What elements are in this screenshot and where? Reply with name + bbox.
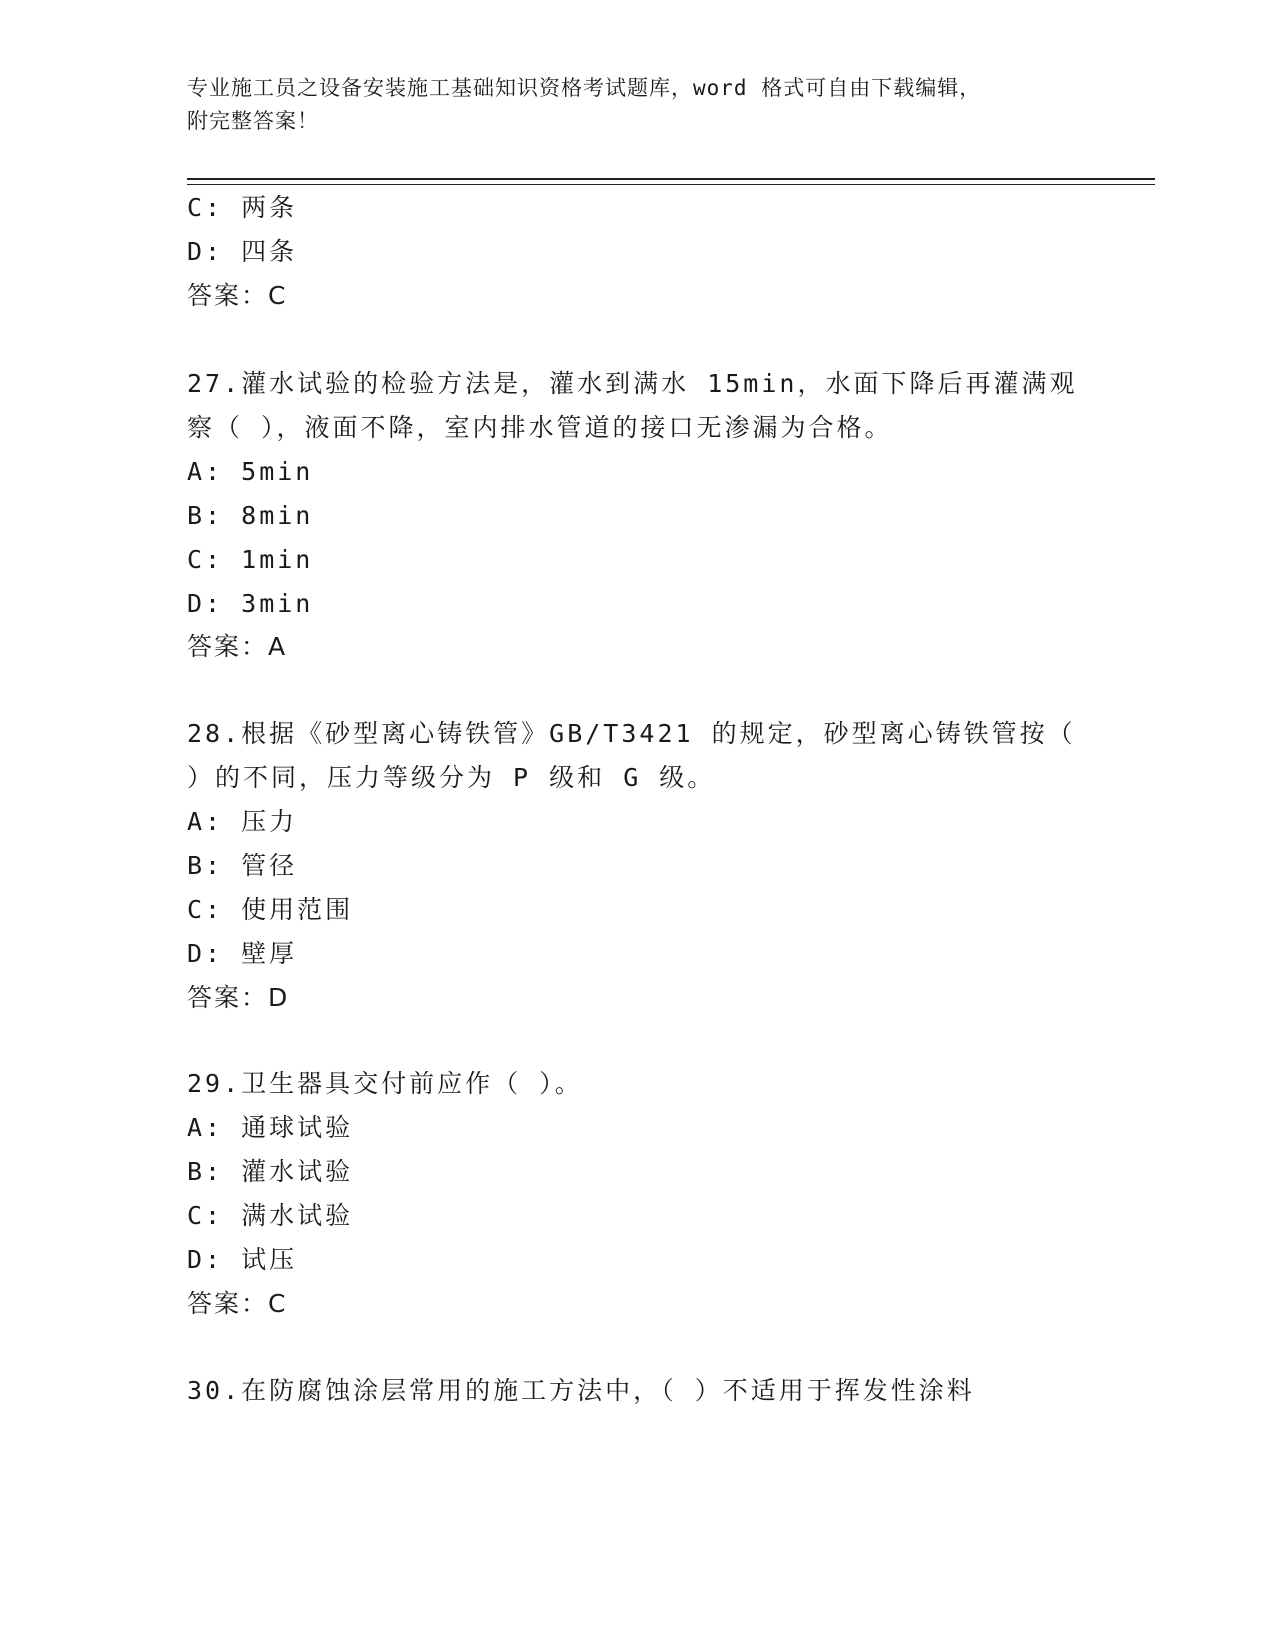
q27-stem-line-2: 察（ ），液面不降，室内排水管道的接口无渗漏为合格。 xyxy=(187,413,893,442)
header-title-line-2: 附完整答案！ xyxy=(187,109,319,133)
q27-option-b: B: 8min xyxy=(187,501,314,530)
q27-option-d: D: 3min xyxy=(187,589,314,618)
q26-option-d: D: 四条 xyxy=(187,237,298,266)
q28-stem-line-2: ）的不同，压力等级分为 P 级和 G 级。 xyxy=(187,763,716,792)
page-header xyxy=(187,72,1087,138)
q26-answer: 答案：C xyxy=(187,281,288,310)
q29-option-a: A: 通球试验 xyxy=(187,1113,354,1142)
q29-answer: 答案：C xyxy=(187,1289,288,1318)
q28-option-c: C: 使用范围 xyxy=(187,895,354,924)
q28-option-b: B: 管径 xyxy=(187,851,298,880)
q28-answer: 答案：D xyxy=(187,983,290,1012)
q27-option-c: C: 1min xyxy=(187,545,314,574)
q27-stem-line-1: 27.灌水试验的检验方法是，灌水到满水 15min，水面下降后再灌满观 xyxy=(187,369,1078,398)
q29-stem-line-1: 29.卫生器具交付前应作（ ）。 xyxy=(187,1069,583,1098)
q29-option-d: D: 试压 xyxy=(187,1245,298,1274)
q29-option-b: B: 灌水试验 xyxy=(187,1157,354,1186)
header-divider-thin xyxy=(187,184,1155,185)
header-divider-thick xyxy=(187,178,1155,180)
q29-option-c: C: 满水试验 xyxy=(187,1201,354,1230)
q27-answer: 答案：A xyxy=(187,632,288,661)
q26-option-c: C: 两条 xyxy=(187,193,298,222)
header-title-line-1: 专业施工员之设备安装施工基础知识资格考试题库，word 格式可自由下载编辑， xyxy=(187,76,982,100)
q27-option-a: A: 5min xyxy=(187,457,314,486)
q28-option-a: A: 压力 xyxy=(187,807,298,836)
q28-stem-line-1: 28.根据《砂型离心铸铁管》GB/T3421 的规定，砂型离心铸铁管按（ xyxy=(187,719,1076,748)
q30-stem-line-1: 30.在防腐蚀涂层常用的施工方法中，（ ）不适用于挥发性涂料 xyxy=(187,1376,975,1405)
q28-option-d: D: 壁厚 xyxy=(187,939,298,968)
